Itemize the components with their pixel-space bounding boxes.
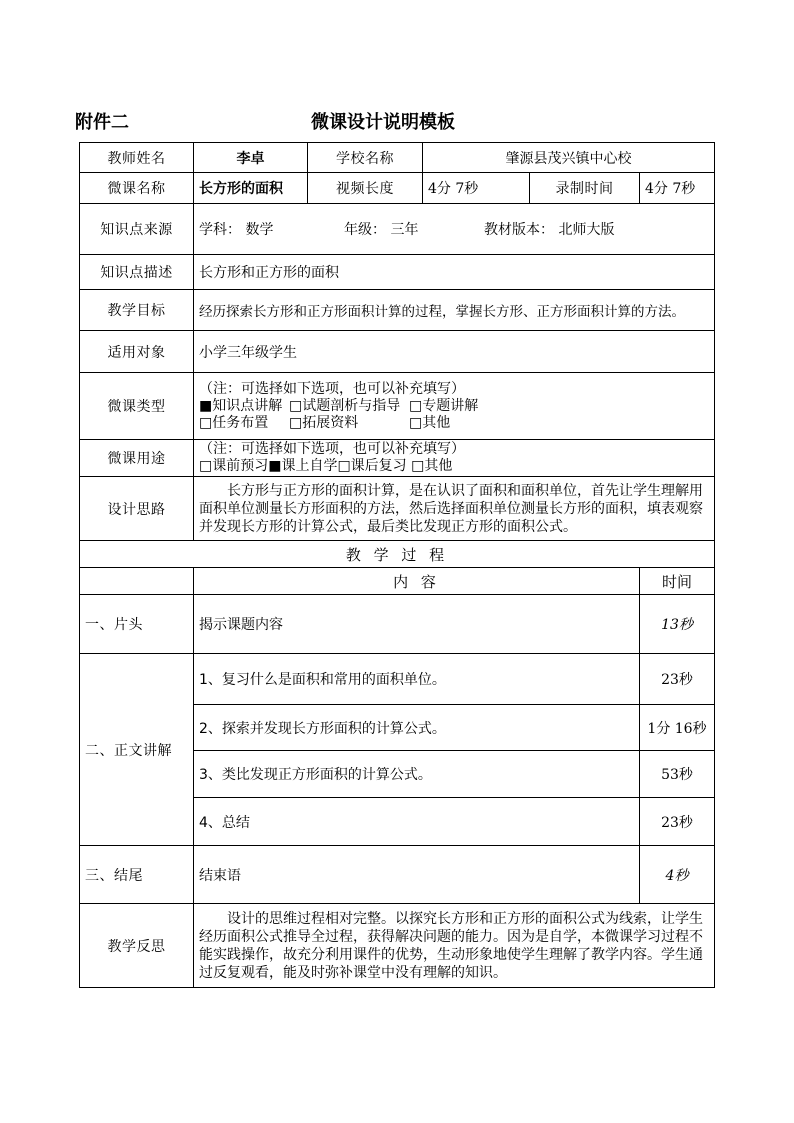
- subject-text: 学科： 数学: [199, 222, 274, 238]
- record-value: 4分 7秒: [640, 173, 715, 204]
- section-ending: 三、结尾: [80, 846, 194, 904]
- intro-content: 揭示课题内容: [194, 595, 640, 654]
- type-options-row-1: [199, 398, 709, 415]
- length-value: 4分 7秒: [423, 173, 530, 204]
- main-time-2: 1分 16秒: [640, 705, 715, 751]
- target-label: 适用对象: [80, 331, 194, 373]
- source-value: [194, 204, 715, 255]
- row-reflection: [80, 904, 715, 988]
- use-options: □课前预习■课上自学□课后复习 □其他: [199, 458, 453, 474]
- row-teacher: [80, 143, 715, 173]
- reflection-label: 教学反思: [80, 904, 194, 988]
- type-option-knowledge: ■知识点讲解: [199, 397, 283, 414]
- type-option-other: □其他: [409, 414, 451, 431]
- desc-value: 长方形和正方形的面积: [194, 255, 715, 290]
- goal-value: 经历探索长方形和正方形面积计算的过程，掌握长方形、正方形面积计算的方法。: [194, 290, 715, 331]
- teacher-value: 李卓: [194, 143, 308, 173]
- type-option-topic: □专题讲解: [409, 397, 479, 414]
- section-main: 二、正文讲解: [80, 654, 194, 846]
- content-header: 内 容: [194, 568, 640, 595]
- use-note: （注：可选择如下选项，也可以补充填写）: [199, 441, 465, 457]
- process-header-blank: [80, 568, 194, 595]
- type-label: 微课类型: [80, 373, 194, 440]
- attachment-label: 附件二: [75, 112, 129, 133]
- ending-content: 结束语: [194, 846, 640, 904]
- teacher-label: 教师姓名: [80, 143, 194, 173]
- row-course: [80, 173, 715, 204]
- ending-time: 4秒: [640, 846, 715, 904]
- use-label: 微课用途: [80, 440, 194, 477]
- course-value: 长方形的面积: [194, 173, 308, 204]
- main-content-2: 2、探索并发现长方形面积的计算公式。: [194, 705, 640, 751]
- length-label: 视频长度: [308, 173, 423, 204]
- type-option-task: □任务布置: [199, 414, 269, 431]
- design-label: 设计思路: [80, 477, 194, 541]
- row-source: [80, 204, 715, 255]
- course-label: 微课名称: [80, 173, 194, 204]
- main-content-3: 3、类比发现正方形面积的计算公式。: [194, 751, 640, 798]
- row-use: [80, 440, 715, 477]
- record-label: 录制时间: [530, 173, 640, 204]
- process-title: 教 学 过 程: [80, 541, 715, 568]
- desc-label: 知识点描述: [80, 255, 194, 290]
- use-value: [194, 440, 715, 477]
- school-value: 肇源县茂兴镇中心校: [423, 143, 715, 173]
- row-design: [80, 477, 715, 541]
- reflection-value: 设计的思维过程相对完整。以探究长方形和正方形的面积公式为线索，让学生经历面积公式推导全过程，获得解决问题的能力。因为是自学，本微课学习过程不能实践操作，故充分利用课件的优势，生动形象地使学生理解了教学内容。学生通过反复观看，能及时弥补课堂中没有理解的知识。: [194, 904, 715, 988]
- type-note: （注：可选择如下选项，也可以补充填写）: [199, 380, 465, 397]
- row-process-title: [80, 541, 715, 568]
- design-value: 长方形与正方形的面积计算，是在认识了面积和面积单位，首先让学生理解用面积单位测量长方形面积的方法，然后选择面积单位测量长方形的面积，填表观察并发现长方形的计算公式，最后类比发现正方形的面积公式。: [194, 477, 715, 541]
- grade-text: 年级： 三年: [344, 222, 419, 238]
- main-content-4: 4、总结: [194, 798, 640, 846]
- table-row: [80, 654, 715, 705]
- goal-label: 教学目标: [80, 290, 194, 331]
- row-target: [80, 331, 715, 373]
- table-row: [80, 846, 715, 904]
- course-design-table: [79, 142, 715, 988]
- type-options-row-2: [199, 415, 709, 432]
- time-header: 时间: [640, 568, 715, 595]
- page-title: 微课设计说明模板: [311, 112, 455, 133]
- intro-time: 13秒: [640, 595, 715, 654]
- source-label: 知识点来源: [80, 204, 194, 255]
- section-intro: 一、片头: [80, 595, 194, 654]
- type-value: [194, 373, 715, 440]
- row-desc: [80, 255, 715, 290]
- main-content-1: 1、复习什么是面积和常用的面积单位。: [194, 654, 640, 705]
- main-time-3: 53秒: [640, 751, 715, 798]
- main-time-4: 23秒: [640, 798, 715, 846]
- table-row: [80, 595, 715, 654]
- main-time-1: 23秒: [640, 654, 715, 705]
- row-goal: [80, 290, 715, 331]
- school-label: 学校名称: [308, 143, 423, 173]
- type-option-exercise: □试题剖析与指导: [289, 397, 401, 414]
- row-process-header: [80, 568, 715, 595]
- row-type: [80, 373, 715, 440]
- type-option-extension: □拓展资料: [289, 414, 359, 431]
- target-value: 小学三年级学生: [194, 331, 715, 373]
- edition-text: 教材版本： 北师大版: [484, 222, 615, 238]
